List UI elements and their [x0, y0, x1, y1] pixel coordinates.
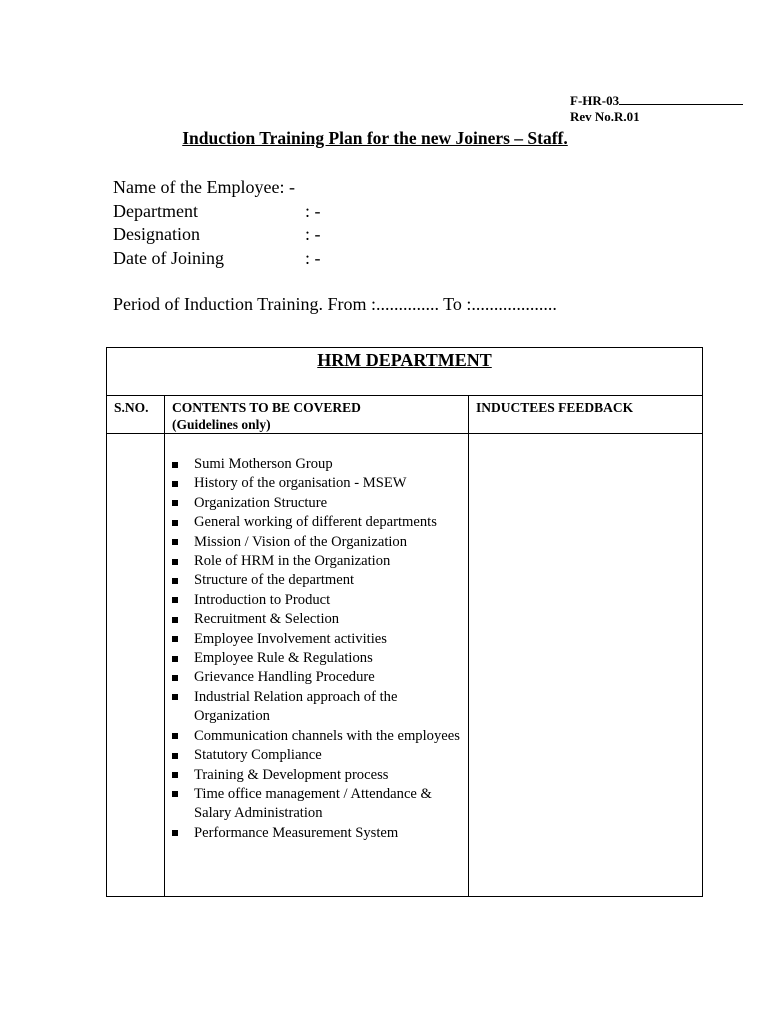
list-item: General working of different departments: [171, 513, 464, 532]
field-department: [113, 199, 321, 223]
list-item: Employee Rule & Regulations: [171, 649, 464, 668]
list-item: Grievance Handling Procedure: [171, 668, 464, 687]
list-item: Statutory Compliance: [171, 746, 464, 765]
field-separator: : -: [279, 177, 295, 197]
department-header-cell: [107, 348, 703, 396]
table-row: [107, 434, 703, 897]
field-separator: : -: [305, 224, 321, 244]
column-header-contents-label: CONTENTS TO BE COVERED: [172, 400, 361, 415]
field-label: Designation: [113, 224, 200, 244]
list-item: Performance Measurement System: [171, 824, 464, 843]
table-column-header-row: [107, 396, 703, 434]
document-title-row: [0, 128, 768, 149]
column-header-feedback: [469, 396, 703, 434]
column-header-contents-note: (Guidelines only): [172, 417, 271, 432]
list-item: Communication channels with the employees: [171, 727, 464, 746]
list-item: Time office management / Attendance & Salary Administration: [171, 785, 464, 824]
list-item: Recruitment & Selection: [171, 610, 464, 629]
list-item: Structure of the department: [171, 571, 464, 590]
field-employee-name: [113, 175, 295, 199]
column-header-contents: [165, 396, 469, 434]
field-label: Department: [113, 201, 198, 221]
field-separator: : -: [305, 201, 321, 221]
list-item: Employee Involvement activities: [171, 630, 464, 649]
department-heading: HRM DEPARTMENT: [317, 350, 492, 370]
induction-plan-table: [106, 347, 703, 897]
form-code: F-HR-03: [570, 93, 620, 108]
form-code-block: [570, 92, 743, 125]
field-separator: : -: [305, 248, 321, 268]
field-label: Date of Joining: [113, 248, 224, 268]
list-item: Introduction to Product: [171, 591, 464, 610]
column-header-sno: [107, 396, 165, 434]
table-department-row: [107, 348, 703, 396]
field-designation: [113, 222, 321, 246]
contents-list: [165, 434, 468, 843]
feedback-cell[interactable]: [469, 434, 703, 897]
contents-cell: [165, 434, 469, 897]
column-header-sno-label: S.NO.: [114, 400, 149, 415]
document-title: Induction Training Plan for the new Joiners – Staff.: [182, 128, 568, 148]
list-item: Role of HRM in the Organization: [171, 552, 464, 571]
list-item: History of the organisation - MSEW: [171, 474, 464, 493]
list-item: Mission / Vision of the Organization: [171, 533, 464, 552]
training-period: Period of Induction Training. From :.............. To :...................: [113, 294, 557, 314]
list-item: Training & Development process: [171, 766, 464, 785]
column-header-feedback-label: INDUCTEES FEEDBACK: [476, 400, 634, 415]
revision-number: Rev No.R.01: [570, 109, 640, 124]
list-item: Industrial Relation approach of the Organization: [171, 688, 464, 727]
list-item: Sumi Motherson Group: [171, 455, 464, 474]
field-label: Name of the Employee: [113, 177, 280, 197]
sno-cell: [107, 434, 165, 897]
list-item: Organization Structure: [171, 494, 464, 513]
form-code-underline: [619, 92, 743, 105]
field-date-of-joining: [113, 246, 321, 270]
